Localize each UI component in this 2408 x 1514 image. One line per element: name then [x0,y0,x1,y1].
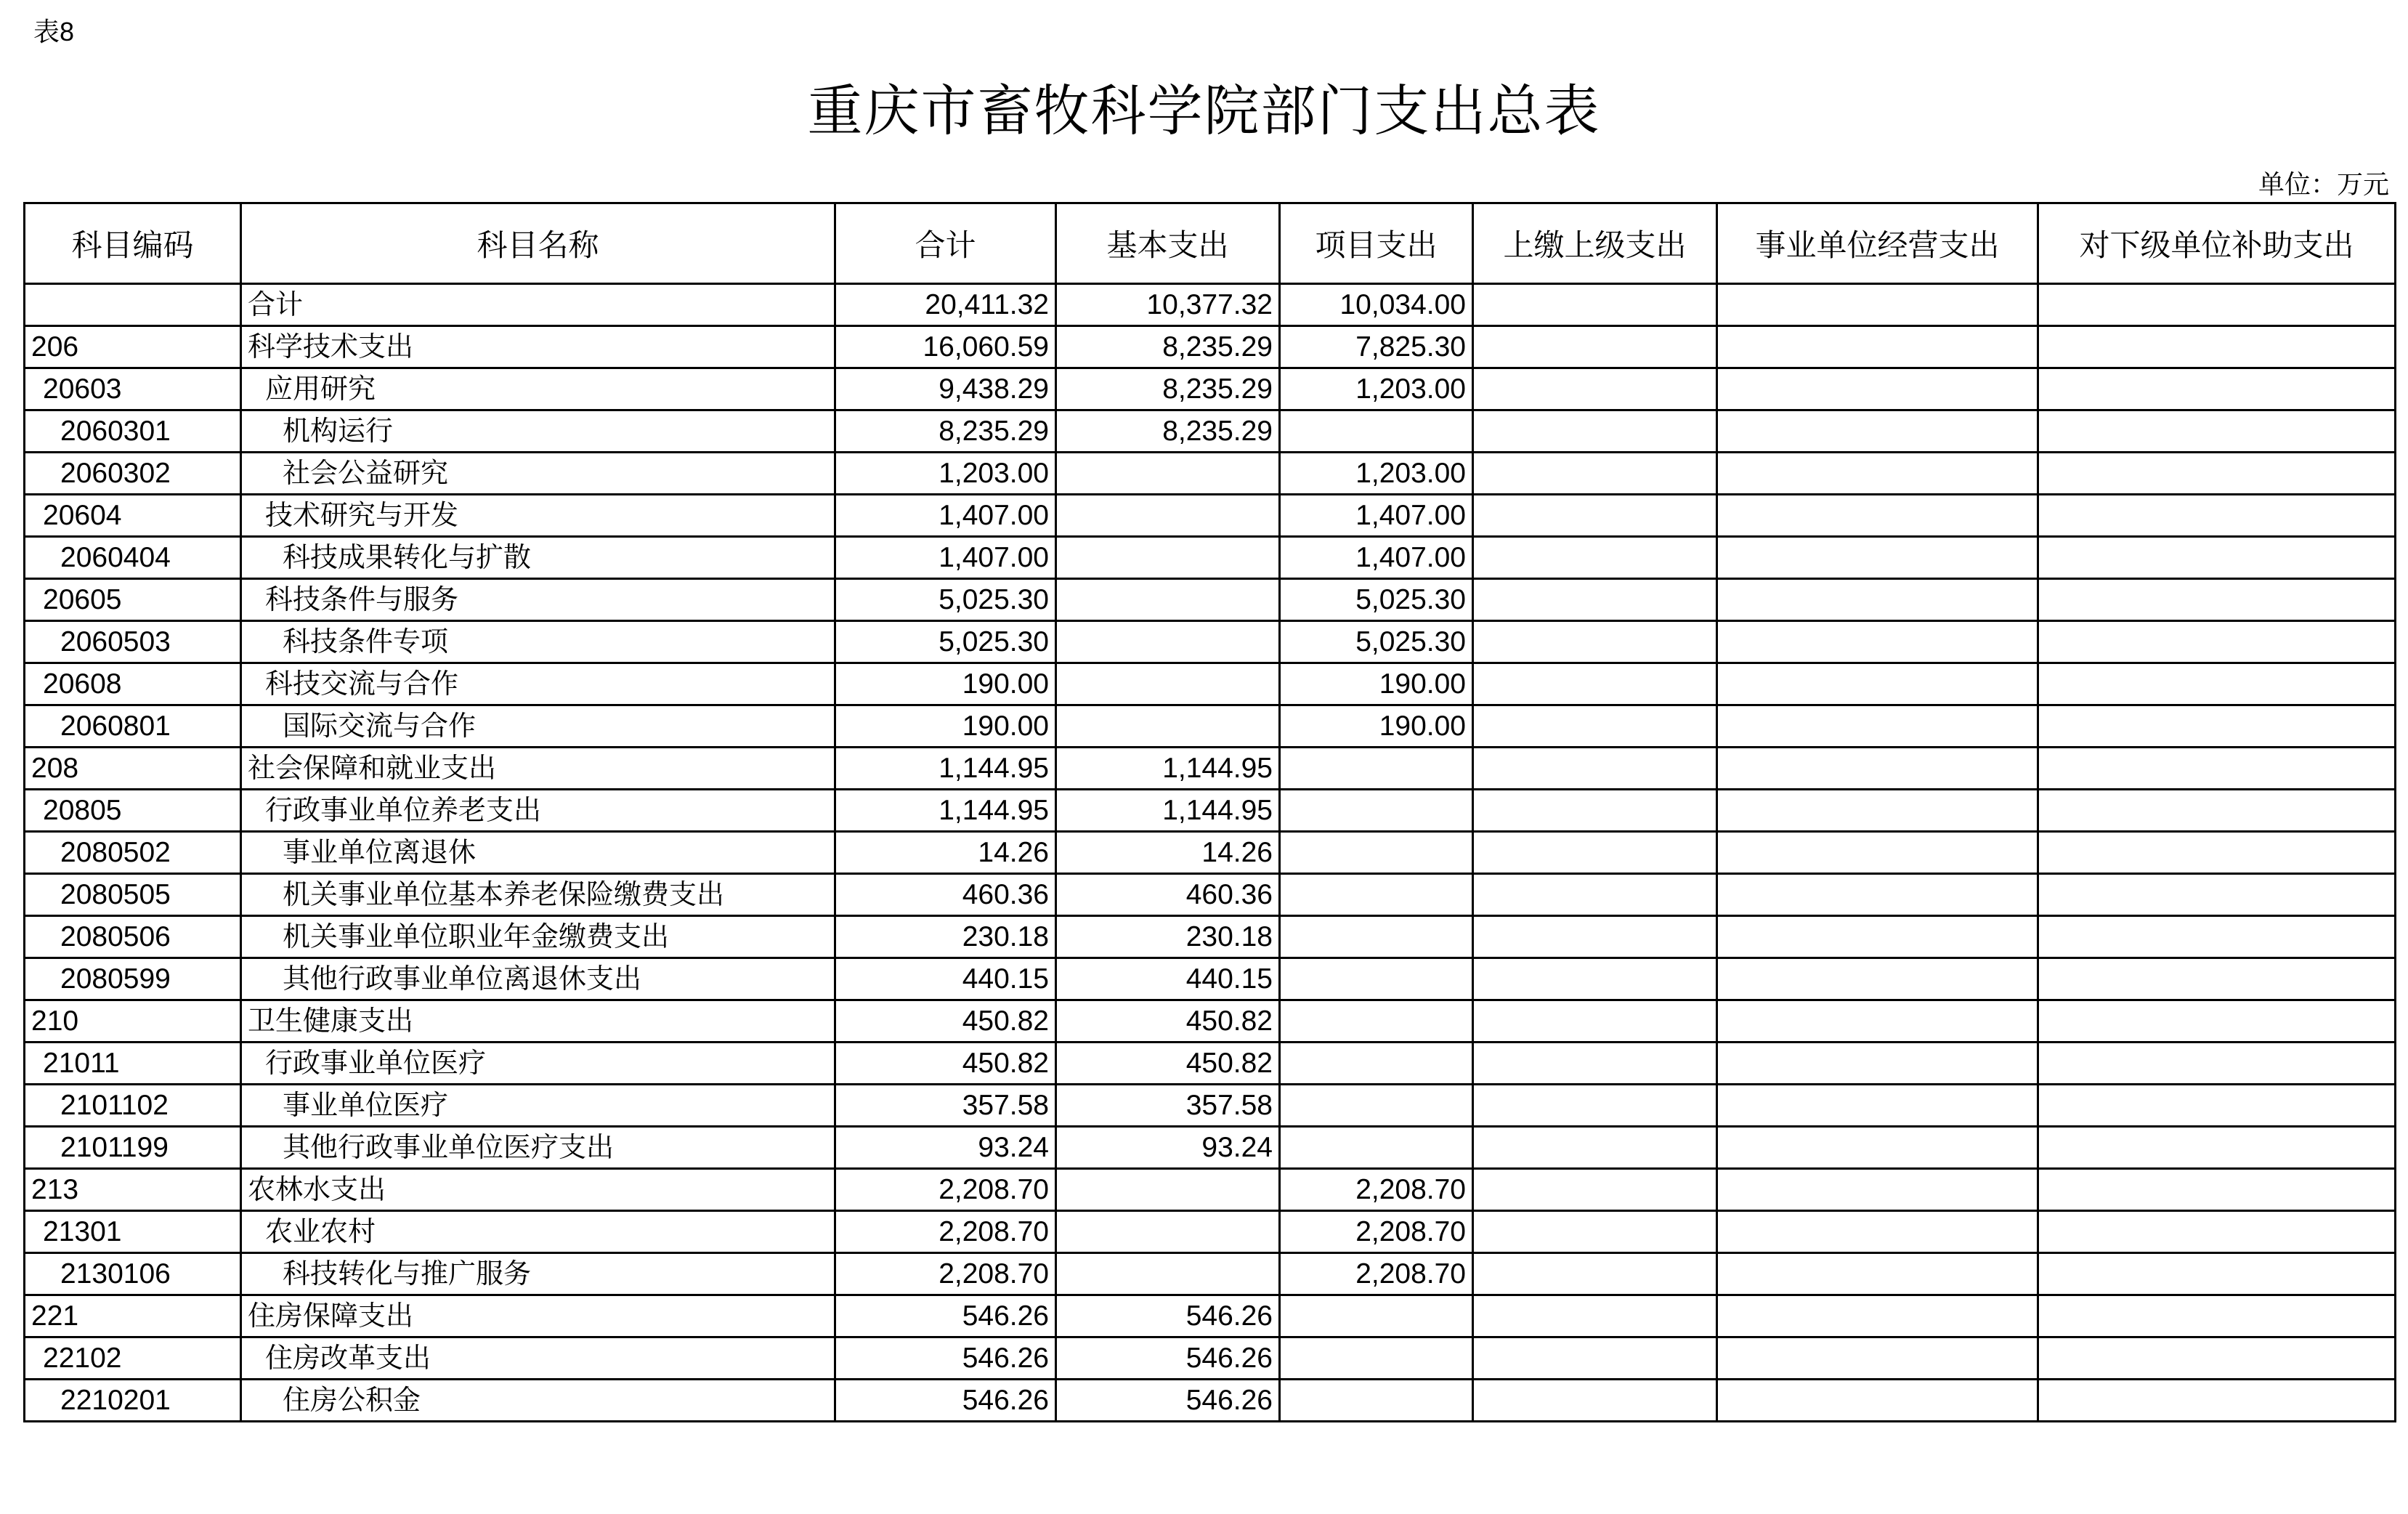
cell-name: 科技条件与服务 [241,579,835,621]
cell-total: 450.82 [835,1000,1056,1043]
cell-project: 10,034.00 [1280,284,1473,326]
cell-upper [1473,916,1717,958]
cell-project [1280,410,1473,453]
cell-upper [1473,1000,1717,1043]
cell-code: 2080502 [25,832,241,874]
table-row [25,1127,2396,1169]
cell-name: 科学技术支出 [241,326,835,368]
cell-name: 住房改革支出 [241,1337,835,1380]
cell-subsidy [2038,1253,2396,1295]
cell-subsidy [2038,1380,2396,1422]
cell-name: 行政事业单位医疗 [241,1043,835,1085]
cell-code: 2080599 [25,958,241,1000]
cell-code: 20603 [25,368,241,410]
table-row [25,916,2396,958]
cell-code: 20608 [25,663,241,705]
cell-project [1280,1000,1473,1043]
unit-label: 单位：万元 [2258,169,2389,199]
cell-business [1717,1380,2038,1422]
cell-code: 2080506 [25,916,241,958]
cell-subsidy [2038,1169,2396,1211]
cell-basic [1056,537,1280,579]
cell-name: 科技条件专项 [241,621,835,663]
cell-business [1717,663,2038,705]
cell-business [1717,453,2038,495]
cell-name: 其他行政事业单位医疗支出 [241,1127,835,1169]
cell-subsidy [2038,537,2396,579]
cell-code: 221 [25,1295,241,1337]
cell-subsidy [2038,284,2396,326]
cell-upper [1473,410,1717,453]
cell-upper [1473,958,1717,1000]
cell-name: 应用研究 [241,368,835,410]
cell-subsidy [2038,748,2396,790]
cell-business [1717,1211,2038,1253]
cell-name: 社会公益研究 [241,453,835,495]
cell-code: 2060404 [25,537,241,579]
cell-project [1280,1380,1473,1422]
cell-subsidy [2038,1043,2396,1085]
cell-business [1717,790,2038,832]
cell-basic [1056,1253,1280,1295]
cell-basic [1056,705,1280,748]
table-row [25,368,2396,410]
cell-basic: 14.26 [1056,832,1280,874]
table-row [25,958,2396,1000]
cell-code: 208 [25,748,241,790]
cell-upper [1473,832,1717,874]
table-row [25,579,2396,621]
cell-basic: 460.36 [1056,874,1280,916]
cell-upper [1473,748,1717,790]
cell-basic: 450.82 [1056,1043,1280,1085]
cell-basic: 1,144.95 [1056,748,1280,790]
header-name: 科目名称 [241,203,835,284]
header-basic: 基本支出 [1056,203,1280,284]
table-row [25,1169,2396,1211]
cell-code: 2130106 [25,1253,241,1295]
cell-subsidy [2038,326,2396,368]
cell-basic: 8,235.29 [1056,410,1280,453]
cell-subsidy [2038,1085,2396,1127]
cell-upper [1473,326,1717,368]
cell-project: 5,025.30 [1280,579,1473,621]
cell-upper [1473,1295,1717,1337]
table-row [25,495,2396,537]
cell-subsidy [2038,1337,2396,1380]
cell-subsidy [2038,874,2396,916]
cell-project: 5,025.30 [1280,621,1473,663]
cell-subsidy [2038,621,2396,663]
cell-business [1717,705,2038,748]
cell-name: 行政事业单位养老支出 [241,790,835,832]
cell-project [1280,958,1473,1000]
cell-project: 2,208.70 [1280,1169,1473,1211]
cell-project [1280,1043,1473,1085]
cell-subsidy [2038,705,2396,748]
cell-total: 357.58 [835,1085,1056,1127]
cell-total: 546.26 [835,1337,1056,1380]
cell-basic [1056,1211,1280,1253]
cell-business [1717,537,2038,579]
cell-basic [1056,579,1280,621]
cell-business [1717,495,2038,537]
cell-upper [1473,663,1717,705]
cell-total: 5,025.30 [835,621,1056,663]
cell-name: 机关事业单位职业年金缴费支出 [241,916,835,958]
cell-business [1717,284,2038,326]
cell-name: 国际交流与合作 [241,705,835,748]
cell-total: 2,208.70 [835,1253,1056,1295]
cell-upper [1473,284,1717,326]
table-row [25,284,2396,326]
cell-code: 2101102 [25,1085,241,1127]
cell-total: 546.26 [835,1380,1056,1422]
cell-basic [1056,663,1280,705]
table-row [25,1211,2396,1253]
table-row [25,874,2396,916]
cell-subsidy [2038,1211,2396,1253]
cell-business [1717,621,2038,663]
cell-total: 1,144.95 [835,748,1056,790]
cell-project [1280,748,1473,790]
cell-business [1717,1043,2038,1085]
header-business: 事业单位经营支出 [1717,203,2038,284]
cell-business [1717,1253,2038,1295]
cell-basic: 546.26 [1056,1380,1280,1422]
cell-project: 1,407.00 [1280,537,1473,579]
cell-upper [1473,1380,1717,1422]
cell-basic [1056,621,1280,663]
table-row [25,410,2396,453]
cell-total: 5,025.30 [835,579,1056,621]
cell-total: 2,208.70 [835,1169,1056,1211]
cell-total: 546.26 [835,1295,1056,1337]
cell-total: 14.26 [835,832,1056,874]
cell-project [1280,790,1473,832]
cell-project [1280,832,1473,874]
table-row [25,1085,2396,1127]
cell-total: 16,060.59 [835,326,1056,368]
cell-total: 460.36 [835,874,1056,916]
cell-subsidy [2038,579,2396,621]
cell-basic [1056,453,1280,495]
cell-basic: 546.26 [1056,1295,1280,1337]
cell-total: 1,203.00 [835,453,1056,495]
cell-project: 1,407.00 [1280,495,1473,537]
table-row [25,1000,2396,1043]
cell-name: 住房公积金 [241,1380,835,1422]
page-title: 重庆市畜牧科学院部门支出总表 [807,78,1601,143]
cell-business [1717,748,2038,790]
cell-name: 合计 [241,284,835,326]
cell-name: 农林水支出 [241,1169,835,1211]
cell-total: 1,407.00 [835,537,1056,579]
cell-basic: 546.26 [1056,1337,1280,1380]
cell-subsidy [2038,410,2396,453]
cell-total: 1,144.95 [835,790,1056,832]
cell-total: 93.24 [835,1127,1056,1169]
cell-business [1717,958,2038,1000]
cell-basic: 93.24 [1056,1127,1280,1169]
cell-basic: 357.58 [1056,1085,1280,1127]
cell-subsidy [2038,916,2396,958]
cell-project [1280,1295,1473,1337]
cell-total: 9,438.29 [835,368,1056,410]
cell-upper [1473,1043,1717,1085]
cell-upper [1473,495,1717,537]
cell-subsidy [2038,832,2396,874]
cell-upper [1473,368,1717,410]
cell-code: 2060503 [25,621,241,663]
cell-subsidy [2038,958,2396,1000]
cell-code: 22102 [25,1337,241,1380]
cell-project: 2,208.70 [1280,1253,1473,1295]
header-subsidy: 对下级单位补助支出 [2038,203,2396,284]
cell-project [1280,1337,1473,1380]
table-row [25,663,2396,705]
cell-upper [1473,453,1717,495]
table-row [25,748,2396,790]
cell-code: 2210201 [25,1380,241,1422]
cell-upper [1473,579,1717,621]
table-row [25,832,2396,874]
cell-name: 科技交流与合作 [241,663,835,705]
cell-upper [1473,790,1717,832]
cell-total: 2,208.70 [835,1211,1056,1253]
cell-business [1717,916,2038,958]
cell-code: 206 [25,326,241,368]
table-row [25,621,2396,663]
cell-upper [1473,1169,1717,1211]
cell-name: 机关事业单位基本养老保险缴费支出 [241,874,835,916]
cell-business [1717,1085,2038,1127]
cell-subsidy [2038,453,2396,495]
cell-upper [1473,1085,1717,1127]
cell-total: 450.82 [835,1043,1056,1085]
cell-total: 190.00 [835,705,1056,748]
cell-upper [1473,1127,1717,1169]
cell-basic: 440.15 [1056,958,1280,1000]
cell-project [1280,916,1473,958]
cell-subsidy [2038,663,2396,705]
cell-business [1717,1127,2038,1169]
table-row [25,1295,2396,1337]
cell-business [1717,410,2038,453]
table-row [25,453,2396,495]
cell-name: 社会保障和就业支出 [241,748,835,790]
cell-project: 7,825.30 [1280,326,1473,368]
cell-code: 2101199 [25,1127,241,1169]
table-row [25,1253,2396,1295]
cell-code: 2060302 [25,453,241,495]
cell-business [1717,874,2038,916]
cell-code: 213 [25,1169,241,1211]
cell-upper [1473,537,1717,579]
table-row [25,1380,2396,1422]
table-row [25,705,2396,748]
cell-business [1717,1000,2038,1043]
cell-upper [1473,621,1717,663]
cell-code: 2060301 [25,410,241,453]
cell-business [1717,1337,2038,1380]
cell-code: 2080505 [25,874,241,916]
cell-code: 21011 [25,1043,241,1085]
cell-total: 1,407.00 [835,495,1056,537]
header-total: 合计 [835,203,1056,284]
cell-basic: 8,235.29 [1056,326,1280,368]
cell-name: 事业单位离退休 [241,832,835,874]
cell-project: 1,203.00 [1280,453,1473,495]
cell-name: 其他行政事业单位离退休支出 [241,958,835,1000]
cell-code: 2060801 [25,705,241,748]
header-upper: 上缴上级支出 [1473,203,1717,284]
cell-business [1717,326,2038,368]
cell-name: 事业单位医疗 [241,1085,835,1127]
table-number: 表8 [33,17,75,46]
cell-total: 440.15 [835,958,1056,1000]
cell-code [25,284,241,326]
cell-basic [1056,495,1280,537]
cell-code: 20805 [25,790,241,832]
cell-subsidy [2038,790,2396,832]
header-project: 项目支出 [1280,203,1473,284]
cell-upper [1473,1253,1717,1295]
cell-subsidy [2038,1295,2396,1337]
cell-project: 190.00 [1280,705,1473,748]
cell-total: 230.18 [835,916,1056,958]
cell-total: 20,411.32 [835,284,1056,326]
cell-name: 卫生健康支出 [241,1000,835,1043]
table-row [25,326,2396,368]
cell-code: 20605 [25,579,241,621]
cell-name: 住房保障支出 [241,1295,835,1337]
cell-business [1717,1169,2038,1211]
cell-basic: 10,377.32 [1056,284,1280,326]
cell-business [1717,368,2038,410]
cell-business [1717,579,2038,621]
cell-subsidy [2038,1127,2396,1169]
cell-basic [1056,1169,1280,1211]
header-row [25,203,2396,284]
cell-project [1280,1127,1473,1169]
expenditure-table [23,202,2396,1422]
cell-upper [1473,705,1717,748]
cell-upper [1473,874,1717,916]
cell-name: 机构运行 [241,410,835,453]
header-code: 科目编码 [25,203,241,284]
cell-project: 1,203.00 [1280,368,1473,410]
cell-basic: 8,235.29 [1056,368,1280,410]
cell-subsidy [2038,368,2396,410]
cell-upper [1473,1337,1717,1380]
cell-subsidy [2038,495,2396,537]
table-row [25,1043,2396,1085]
cell-project: 2,208.70 [1280,1211,1473,1253]
cell-business [1717,1295,2038,1337]
cell-name: 科技成果转化与扩散 [241,537,835,579]
table-row [25,1337,2396,1380]
table-row [25,790,2396,832]
cell-upper [1473,1211,1717,1253]
table-body [25,284,2396,1422]
cell-basic: 1,144.95 [1056,790,1280,832]
cell-name: 技术研究与开发 [241,495,835,537]
cell-project [1280,874,1473,916]
cell-business [1717,832,2038,874]
table-row [25,537,2396,579]
cell-subsidy [2038,1000,2396,1043]
cell-code: 210 [25,1000,241,1043]
cell-project [1280,1085,1473,1127]
cell-total: 190.00 [835,663,1056,705]
cell-name: 农业农村 [241,1211,835,1253]
cell-code: 20604 [25,495,241,537]
cell-code: 21301 [25,1211,241,1253]
cell-basic: 230.18 [1056,916,1280,958]
cell-name: 科技转化与推广服务 [241,1253,835,1295]
cell-project: 190.00 [1280,663,1473,705]
cell-basic: 450.82 [1056,1000,1280,1043]
cell-total: 8,235.29 [835,410,1056,453]
